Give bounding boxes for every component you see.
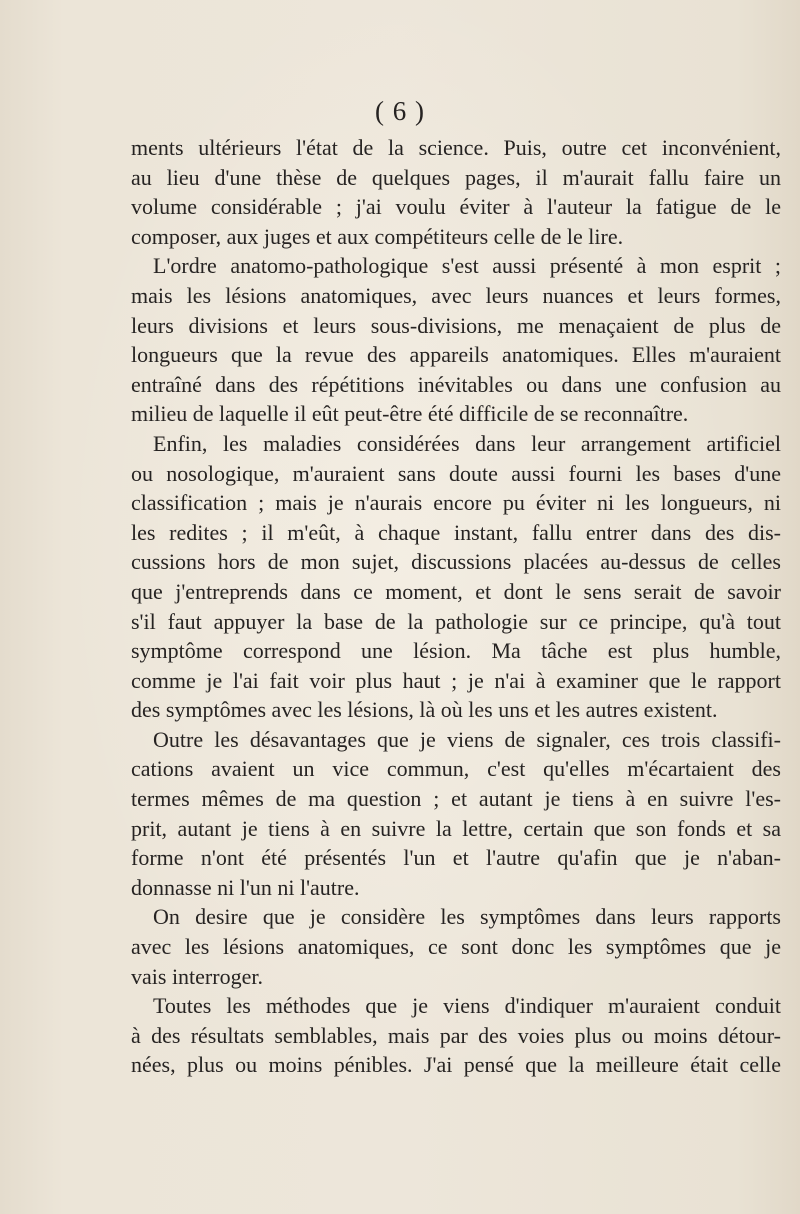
text-line: leurs divisions et leurs sous-divisions, me menaçaient de plus de (131, 312, 781, 338)
text-line: des symptômes avec les lésions, là où les uns et les autres existent. (131, 697, 718, 723)
page-number: ( 6 ) (375, 96, 425, 126)
text-line: vais interroger. (131, 963, 263, 989)
text-line: ments ultérieurs l'état de la science. Puis, outre cet inconvénient, (131, 135, 781, 160)
text-line: ou nosologique, m'auraient sans doute aussi fourni les bases d'une (131, 460, 781, 486)
text-line: longueurs que la revue des appareils anatomiques. Elles m'auraient (131, 342, 781, 368)
text-line: cussions hors de mon sujet, discussions placées au-dessus de celles (131, 549, 781, 575)
text-line: prit, autant je tiens à en suivre la lettre, certain que son fonds et sa (131, 815, 781, 841)
text-line: Toutes les méthodes que je viens d'indiquer m'auraient conduit (153, 993, 781, 1019)
text-line: termes mêmes de ma question ; et autant je tiens à en suivre l'es- (131, 786, 781, 812)
text-line: milieu de laquelle il eût peut-être été difficile de se reconnaître. (131, 401, 689, 427)
text-line: que j'entreprends dans ce moment, et dont le sens serait de savoir (131, 578, 781, 604)
text-line: classification ; mais je n'aurais encore pu éviter ni les longueurs, ni (131, 490, 781, 516)
text-line: mais les lésions anatomiques, avec leurs nuances et leurs formes, (131, 282, 781, 308)
text-line: donnasse ni l'un ni l'autre. (131, 874, 360, 900)
text-line: à des résultats semblables, mais par des voies plus ou moins détour- (131, 1022, 781, 1048)
page-text (131, 133, 781, 1080)
text-line: s'il faut appuyer la base de la pathologie sur ce principe, qu'à tout (131, 608, 781, 634)
text-line: symptôme correspond une lésion. Ma tâche est plus humble, (131, 638, 781, 664)
text-line: nées, plus ou moins pénibles. J'ai pensé que la meilleure était celle (131, 1052, 781, 1078)
text-line: les redites ; il m'eût, à chaque instant, fallu entrer dans des dis- (131, 519, 781, 545)
text-line: avec les lésions anatomiques, ce sont donc les symptômes que je (131, 934, 781, 960)
text-line: entraîné dans des répétitions inévitables ou dans une confusion au (131, 371, 781, 397)
text-line: comme je l'ai fait voir plus haut ; je n'ai à examiner que le rapport (131, 667, 781, 693)
text-line: Enfin, les maladies considérées dans leur arrangement artificiel (153, 430, 781, 456)
text-line: Outre les désavantages que je viens de signaler, ces trois classifi- (153, 726, 781, 752)
text-line: volume considérable ; j'ai voulu éviter à l'auteur la fatigue de le (131, 194, 781, 220)
text-line: L'ordre anatomo-pathologique s'est aussi présenté à mon esprit ; (153, 253, 781, 279)
text-line: composer, aux juges et aux compétiteurs celle de le lire. (131, 223, 624, 249)
text-line: forme n'ont été présentés l'un et l'autre qu'afin que je n'aban- (131, 845, 781, 871)
text-line: au lieu d'une thèse de quelques pages, il m'aurait fallu faire un (131, 164, 781, 190)
text-line: On desire que je considère les symptômes dans leurs rapports (153, 904, 781, 930)
text-line: cations avaient un vice commun, c'est qu'elles m'écartaient des (131, 756, 781, 782)
